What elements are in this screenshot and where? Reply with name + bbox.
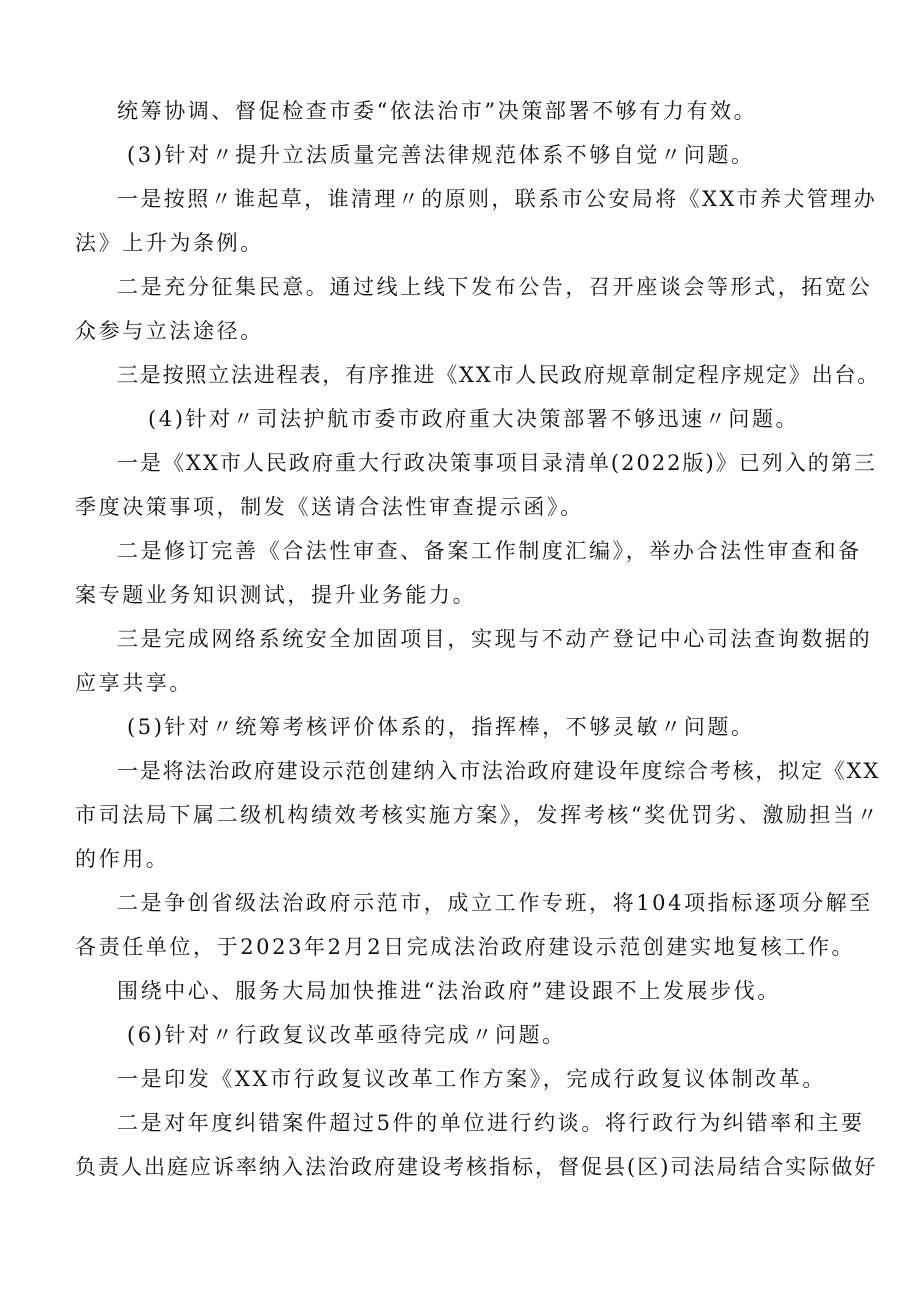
text-line: 案专题业务知识测试，提升业务能力。 — [75, 583, 477, 607]
section-heading-5: (5)针对〃统筹考核评价体系的，指挥棒，不够灵敏〃问题。 — [127, 715, 755, 739]
text-line: 二是争创省级法治政府示范市，成立工作专班，将104项指标逐项分解至 — [117, 891, 873, 915]
text-line: 各责任单位，于2023年2月2日完成法治政府建设示范创建实地复核工作。 — [75, 935, 856, 959]
text-line: 众参与立法途径。 — [75, 319, 264, 343]
section-heading-6: (6)针对〃行政复议改革亟待完成〃问题。 — [127, 1023, 566, 1047]
text-line: 二是修订完善《合法性审查、备案工作制度汇编》，举办合法性审查和备 — [117, 539, 862, 563]
text-line: 一是《XX市人民政府重大行政决策事项目录清单(2022版)》已列入的第三 — [117, 451, 877, 475]
text-line: 的作用。 — [75, 847, 170, 871]
text-line: 三是完成网络系统安全加固项目，实现与不动产登记中心司法查询数据的 — [117, 627, 873, 651]
text-line: 季度决策事项，制发《送请合法性审查提示函》。 — [75, 495, 584, 519]
section-heading-4: (4)针对〃司法护航市委市政府重大决策部署不够迅速〃问题。 — [148, 407, 800, 431]
text-line: 二是对年度纠错案件超过5件的单位进行约谈。将行政行为纠错率和主要 — [117, 1111, 865, 1135]
text-line: 围绕中心、服务大局加快推进“法治政府”建设跟不上发展步伐。 — [117, 979, 781, 1003]
text-line: 一是将法治政府建设示范创建纳入市法治政府建设年度综合考核，拟定《XX — [117, 759, 881, 783]
text-line: 一是印发《XX市行政复议改革工作方案》，完成行政复议体制改革。 — [117, 1067, 826, 1091]
text-line: 三是按照立法进程表，有序推进《XX市人民政府规章制定程序规定》出台。 — [117, 363, 881, 387]
section-heading-3: (3)针对〃提升立法质量完善法律规范体系不够自觉〃问题。 — [127, 143, 755, 167]
text-line: 市司法局下属二级机构绩效考核实施方案》，发挥考核“奖优罚劣、激励担当〃 — [75, 803, 881, 827]
text-line: 统筹协调、督促检查市委“依法治市”决策部署不够有力有效。 — [117, 99, 758, 123]
text-line: 负责人出庭应诉率纳入法治政府建设考核指标，督促县(区)司法局结合实际做好 — [75, 1155, 878, 1179]
text-line: 应享共享。 — [75, 671, 193, 695]
text-line: 二是充分征集民意。通过线上线下发布公告，召开座谈会等形式，拓宽公 — [117, 275, 873, 299]
text-line: 法》上升为条例。 — [75, 231, 264, 255]
text-line: 一是按照〃谁起草，谁清理〃的原则，联系市公安局将《XX市养犬管理办 — [117, 187, 878, 211]
